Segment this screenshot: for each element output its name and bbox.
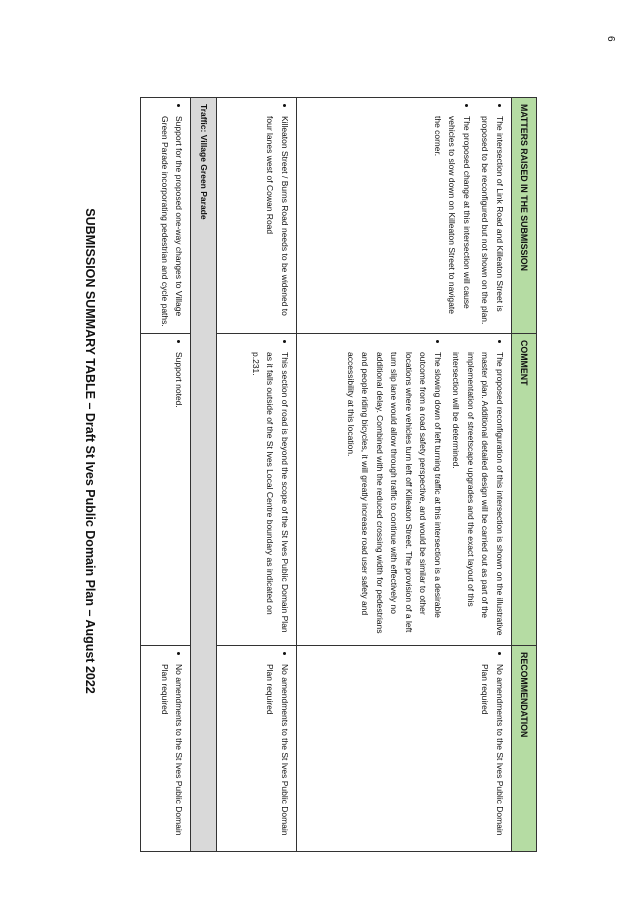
header-comment: COMMENT: [512, 334, 537, 646]
document-title-text: SUBMISSION SUMMARY TABLE – Draft St Ives Public Domain Plan – August 2022: [83, 208, 97, 694]
list-item: • This section of road is beyond the scope of the St Ives Public Domain Plan as it falls outside of the St Ives Local Centre boundary as indicated on p.231.: [249, 352, 293, 639]
list-item: • No amendments to the St Ives Public Domain Plan required: [158, 664, 187, 845]
recommendation-cell: [217, 646, 297, 852]
header-matters: MATTERS RAISED IN THE SUBMISSION: [512, 98, 537, 334]
matters-cell: [297, 98, 512, 334]
header-recommendation: RECOMMENDATION: [512, 646, 537, 852]
submission-summary-table: [141, 97, 538, 852]
table-header-row: [512, 98, 537, 852]
comment-cell: [217, 334, 297, 646]
comment-cell: [141, 334, 191, 646]
matters-cell: [217, 98, 297, 334]
list-item: • The intersection of Link Road and Killeaton Street is proposed to be reconfigured but not shown on the plan.: [478, 116, 507, 327]
list-item: • The proposed change at this intersection will cause vehicles to slow down on Killeaton Street to navigate the corner.: [431, 116, 475, 327]
table-row: [297, 98, 512, 852]
section-heading: Traffic: Village Green Parade: [191, 98, 217, 852]
table-row: [217, 98, 297, 852]
recommendation-cell: [297, 646, 512, 852]
section-heading-row: [191, 98, 217, 852]
list-item: • Killeaton Street / Burns Road needs to be widened to four lanes west of Cowan Road: [263, 116, 292, 327]
list-item: • The slowing down of left turning traffic at this intersection is a desirable outcome from a road safety perspective, and would be similar to other locations where vehicles turn left off Killeaton Street. The provision of a left turn slip lane would allow through traffic to continue with effectively no additional delay. Combined with the reduced crossing width for pedestrians and people riding bicycles, it will greatly increase road user safety and accessibility at this location.: [344, 352, 446, 639]
list-item: • No amendments to the St Ives Public Domain Plan required: [263, 664, 292, 845]
submission-table-container: [115, 97, 537, 851]
recommendation-cell: [141, 646, 191, 852]
comment-cell: [297, 334, 512, 646]
matters-cell: [141, 98, 191, 334]
list-item: • No amendments to the St Ives Public Domain Plan required: [478, 664, 507, 845]
table-row: [141, 98, 191, 852]
page-number: 6: [605, 36, 616, 42]
list-item: • Support noted.: [172, 352, 187, 639]
list-item: • The proposed reconfiguration of this intersection is shown on the illustrative master plan. Additional detailed design will be carried out as part of the implementation of streetscape upgrades and the exact layout of this intersection will be determined.: [449, 352, 507, 639]
list-item: • Support for the proposed one-way changes to Village Green Parade incorporating pedestrian and cycle paths.: [158, 116, 187, 327]
